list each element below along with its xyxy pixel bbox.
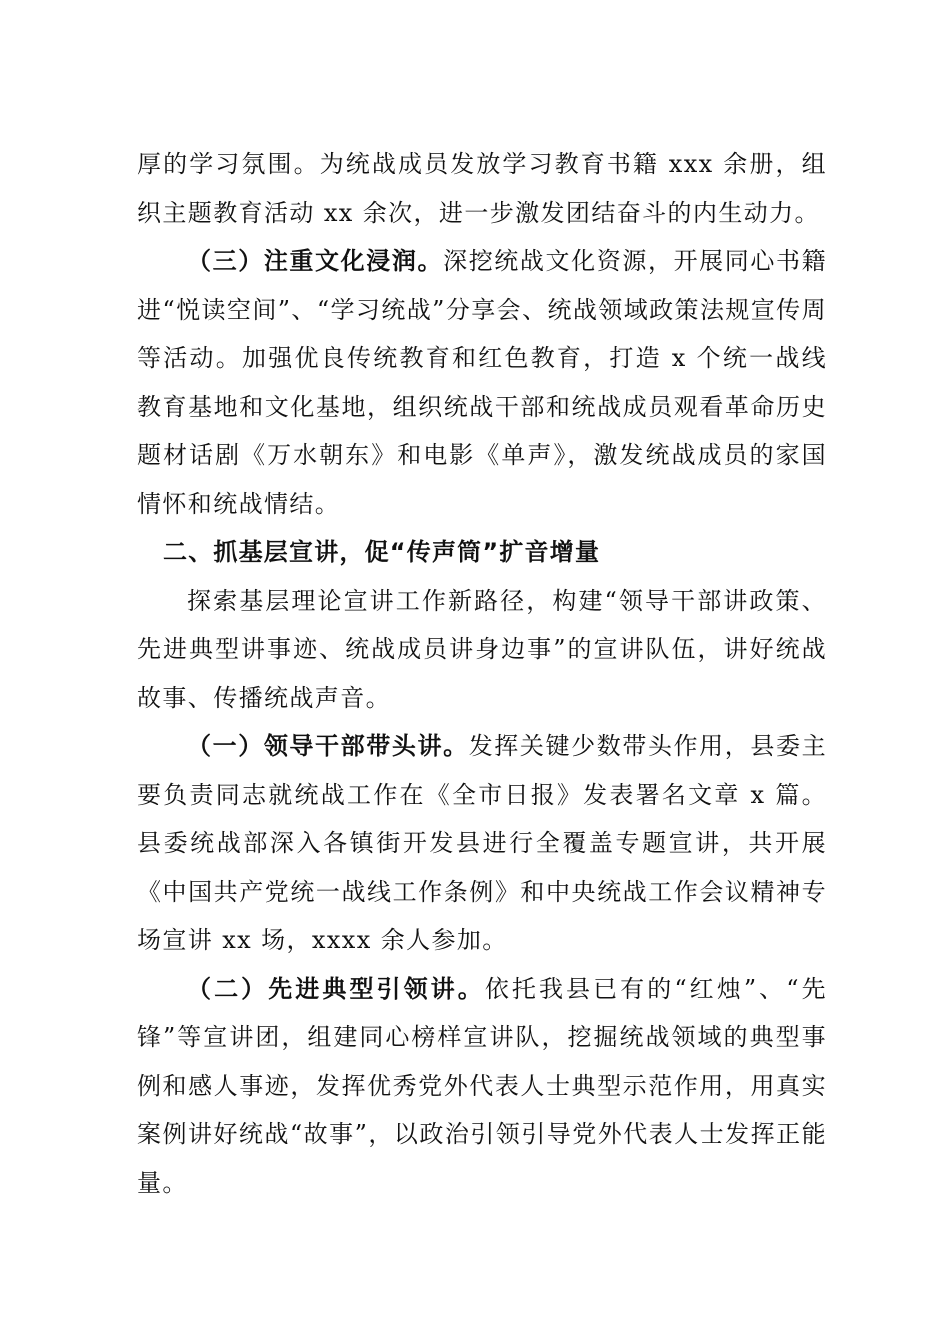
paragraph-culture	[137, 237, 827, 528]
paragraph-text: 发挥关键少数带头作用，县委主要负责同志就统战工作在《全市日报》发表署名文章 x 篇。县委统战部深入各镇街开发县进行全覆盖专题宣讲，共开展《中国共产党统一战线工作条例》和中央统战工作会议精神专场宣讲 xx 场，xxxx 余人参加。	[137, 732, 827, 954]
document-body	[137, 140, 827, 1207]
subsection-title: （一）领导干部带头讲。	[187, 732, 469, 760]
paragraph-intro	[137, 577, 827, 723]
paragraph-text: 深挖统战文化资源，开展同心书籍进“悦读空间”、“学习统战”分享会、统战领域政策法规宣传周等活动。加强优良传统教育和红色教育，打造 x 个统一战线教育基地和文化基地，组织统战干部和统战成员观看革命历史题材话剧《万水朝东》和电影《单声》，激发统战成员的家国情怀和统战情结。	[137, 247, 828, 518]
paragraph-leaders	[137, 722, 827, 965]
subsection-title: （三）注重文化浸润。	[187, 247, 444, 275]
paragraph-text: 厚的学习氛围。为统战成员发放学习教育书籍 xxx 余册，组织主题教育活动 xx 余次，进一步激发团结奋斗的内生动力。	[137, 150, 827, 227]
paragraph-continuation	[137, 140, 827, 237]
paragraph-models	[137, 965, 827, 1208]
section-heading: 二、抓基层宣讲，促“传声筒”扩音增量	[163, 538, 601, 566]
subsection-title: （二）先进典型引领讲。	[187, 974, 485, 1003]
paragraph-text: 探索基层理论宣讲工作新路径，构建“领导干部讲政策、先进典型讲事迹、统战成员讲身边事”的宣讲队伍，讲好统战故事、传播统战声音。	[137, 586, 827, 712]
paragraph-text: 依托我县已有的“红烛”、“先锋”等宣讲团，组建同心榜样宣讲队，挖掘统战领域的典型事例和感人事迹，发挥优秀党外代表人士典型示范作用，用真实案例讲好统战“故事”，以政治引领引导党外代表人士发挥正能量。	[137, 974, 827, 1197]
